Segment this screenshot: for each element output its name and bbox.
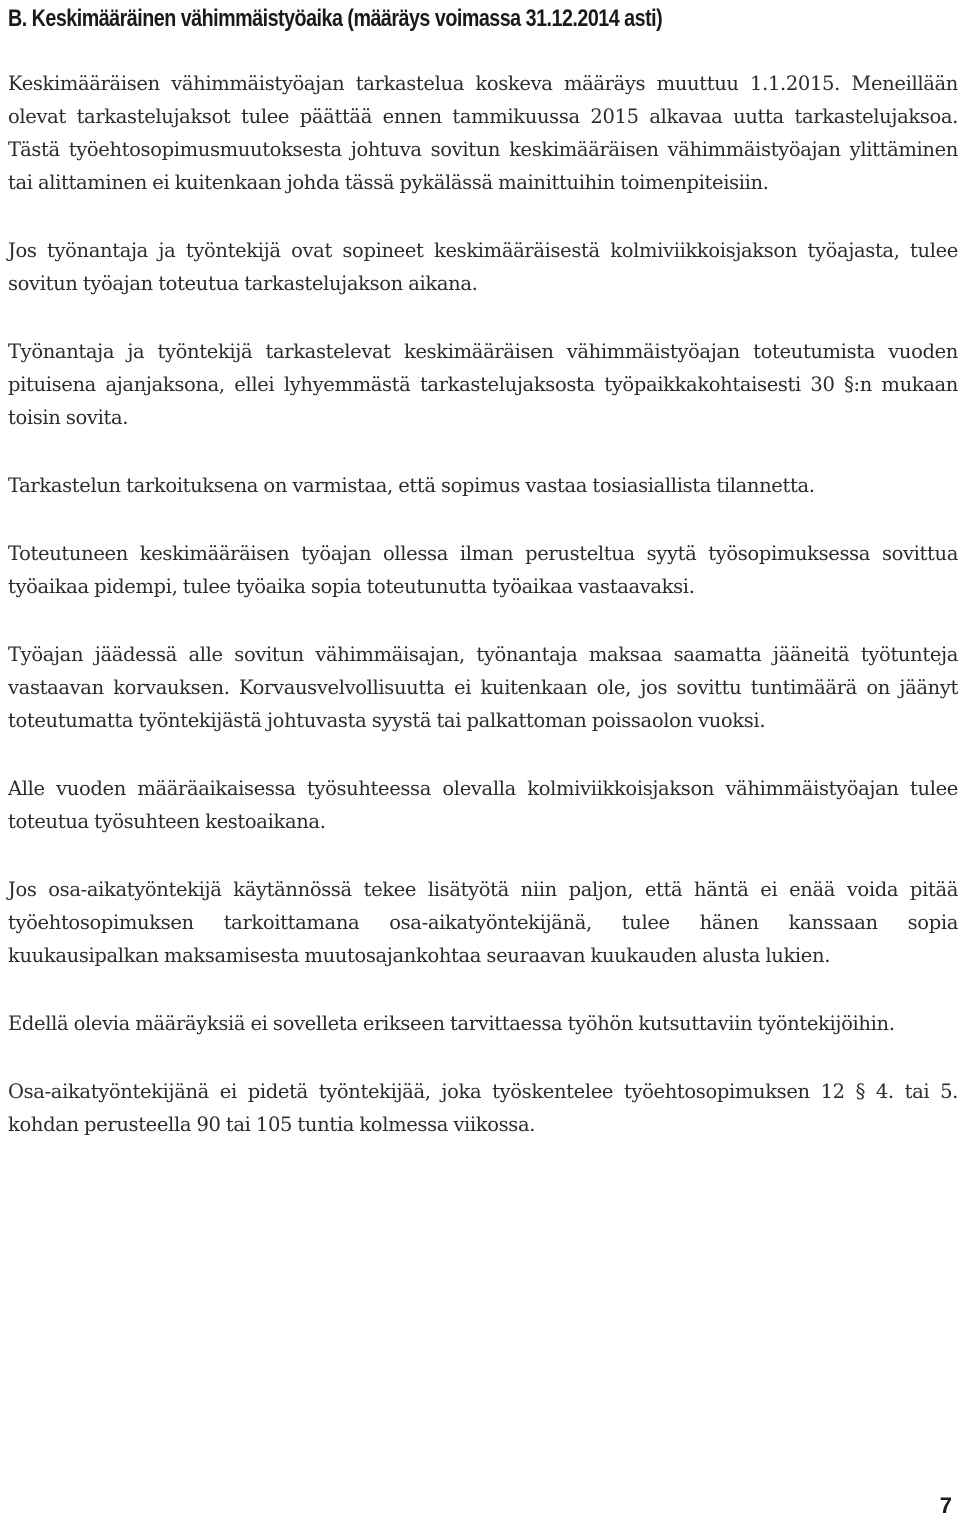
paragraph-10: Osa-aikatyöntekijänä ei pidetä työntekijää, joka työskentelee työehtosopimuksen 12 § 4. tai 5. kohdan perusteella 90 tai 105 tuntia kolmessa viikossa. <box>8 1080 958 1136</box>
paragraph-9: Edellä olevia määräyksiä ei sovelleta erikseen tarvittaessa työhön kutsuttaviin työntekijöihin. <box>8 1012 895 1035</box>
section-heading: B. Keskimääräinen vähimmäistyöaika (määräys voimassa 31.12.2014 asti) <box>8 5 663 32</box>
paragraph-6: Työajan jäädessä alle sovitun vähimmäisajan, työnantaja maksaa saamatta jääneitä työtunteja vastaavan korvauksen. Korvausvelvollisuutta ei kuitenkaan ole, jos sovittu tuntimäärä on jäänyt toteutumatta työntekijästä johtuvasta syystä tai palkattoman poissaolon vuoksi. <box>8 643 958 732</box>
paragraph-7: Alle vuoden määräaikaisessa työsuhteessa olevalla kolmiviikkoisjakson vähimmäistyöajan tulee toteutua työsuhteen kestoaikana. <box>8 777 958 833</box>
page-number: 7 <box>939 1493 952 1518</box>
paragraph-4: Tarkastelun tarkoituksena on varmistaa, että sopimus vastaa tosiasiallista tilannetta. <box>8 474 815 497</box>
paragraph-8: Jos osa-aikatyöntekijä käytännössä tekee lisätyötä niin paljon, että häntä ei enää voida pitää työehtosopimuksen tarkoittamana osa-aikatyöntekijänä, tulee hänen kanssaan sopia kuukausipalkan maksamisesta muutosajankohtaa seuraavan kuukauden alusta lukien. <box>8 878 958 967</box>
paragraph-1: Keskimääräisen vähimmäistyöajan tarkastelua koskeva määräys muuttuu 1.1.2015. Meneillään olevat tarkastelujaksot tulee päättää ennen tammikuussa 2015 alkavaa uutta tarkastelujaksoa. Tästä työehtosopimusmuutoksesta johtuva sovitun keskimääräisen vähimmäistyöajan ylittäminen tai alittaminen ei kuitenkaan johda tässä pykälässä mainittuihin toimenpiteisiin. <box>8 72 958 194</box>
paragraph-3: Työnantaja ja työntekijä tarkastelevat keskimääräisen vähimmäistyöajan toteutumista vuoden pituisena ajanjaksona, ellei lyhyemmästä tarkastelujaksosta työpaikkakohtaisesti 30 §:n mukaan toisin sovita. <box>8 340 958 429</box>
paragraph-5: Toteutuneen keskimääräisen työajan ollessa ilman perusteltua syytä työsopimuksessa sovittua työaikaa pidempi, tulee työaika sopia toteutunutta työaikaa vastaavaksi. <box>8 542 958 598</box>
paragraph-2: Jos työnantaja ja työntekijä ovat sopineet keskimääräisestä kolmiviikkoisjakson työajasta, tulee sovitun työajan toteutua tarkastelujakson aikana. <box>8 239 958 295</box>
body-text <box>8 67 958 1176</box>
